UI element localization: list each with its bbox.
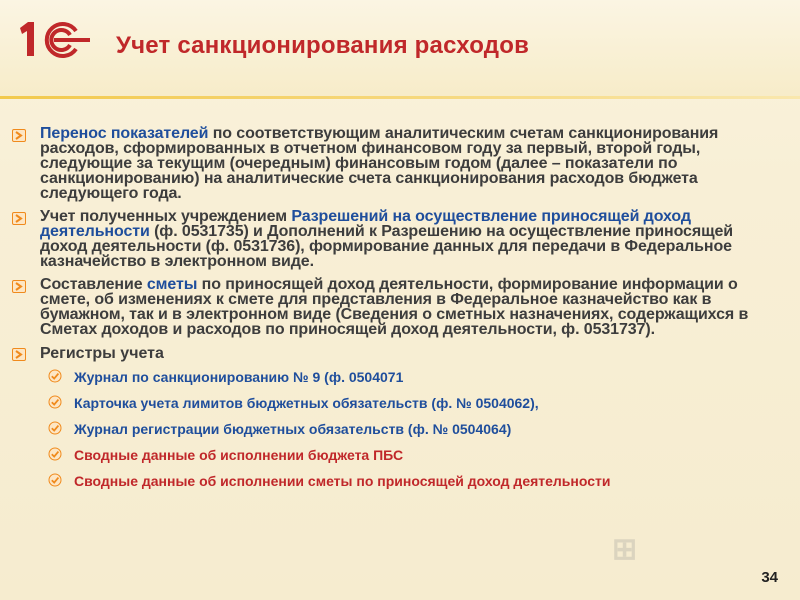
list-item bbox=[12, 126, 780, 201]
arrow-box-icon bbox=[12, 348, 26, 361]
item-prefix: Учет полученных учреждением bbox=[40, 208, 292, 225]
item-body: (ф. 0531735) и Дополнений к Разрешению на осуществление приносящей доход деятельности (ф. 0531736), формирование данных для передачи в Федеральное казначейство в электронном виде. bbox=[40, 223, 734, 270]
check-circle-icon bbox=[48, 369, 62, 383]
item-prefix: Составление bbox=[40, 276, 147, 293]
list-item-text bbox=[40, 126, 780, 201]
check-circle-icon bbox=[48, 421, 62, 435]
page-number: 34 bbox=[761, 569, 778, 586]
item-highlight: Перенос показателей bbox=[40, 125, 209, 142]
content bbox=[12, 126, 780, 498]
check-circle-icon bbox=[48, 447, 62, 461]
register-item-text: Карточка учета лимитов бюджетных обязательств (ф. № 0504062), bbox=[74, 395, 539, 411]
registers-heading: Регистры учета bbox=[40, 345, 164, 362]
item-body: по приносящей доход деятельности, формирование информации о смете, об изменениях к смете для представления в Федеральное казначейство как в бумажном, так и в электронном виде (Сведения о сметных назначениях, содержащихся в Сметах доходов и расходов по приносящей доход деятельности, ф. 0531737). bbox=[40, 276, 749, 338]
header-divider bbox=[0, 96, 800, 99]
logo-1c-icon bbox=[14, 18, 94, 60]
logo-1c bbox=[14, 18, 94, 60]
check-circle-icon bbox=[48, 473, 62, 487]
register-item-text: Журнал по санкционированию № 9 (ф. 0504071 bbox=[74, 369, 404, 385]
register-item-text: Сводные данные об исполнении бюджета ПБС bbox=[74, 447, 404, 463]
item-highlight: Разрешений на осуществление приносящей доход деятельности bbox=[40, 208, 691, 240]
register-item bbox=[12, 394, 780, 420]
watermark: ⊞ bbox=[612, 533, 639, 566]
list-item-registers bbox=[12, 345, 780, 362]
registers-list bbox=[12, 368, 780, 498]
arrow-box-icon bbox=[12, 212, 26, 225]
check-circle-icon bbox=[48, 395, 62, 409]
list-item bbox=[12, 277, 780, 337]
arrow-box-icon bbox=[12, 129, 26, 142]
register-item bbox=[12, 472, 780, 498]
register-item-text: Журнал регистрации бюджетных обязательств (ф. № 0504064) bbox=[74, 421, 512, 437]
register-item bbox=[12, 420, 780, 446]
register-item-text: Сводные данные об исполнении сметы по приносящей доход деятельности bbox=[74, 473, 611, 489]
list-item-text bbox=[40, 277, 780, 337]
header bbox=[0, 0, 800, 96]
arrow-box-icon bbox=[12, 280, 26, 293]
list-item-text bbox=[40, 209, 780, 269]
item-highlight: сметы bbox=[146, 276, 198, 293]
register-item bbox=[12, 368, 780, 394]
item-body: по соответствующим аналитическим счетам санкционирования расходов, сформированных в отчетном финансовом году за первый, второй годы, следующие за текущим (очередным) финансовым годом (далее – показатели по санкционированию) на аналитические счета санкционирования расходов бюджета следующего года. bbox=[40, 125, 719, 202]
list-item bbox=[12, 209, 780, 269]
page-title: Учет санкционирования расходов bbox=[116, 32, 530, 59]
register-item bbox=[12, 446, 780, 472]
